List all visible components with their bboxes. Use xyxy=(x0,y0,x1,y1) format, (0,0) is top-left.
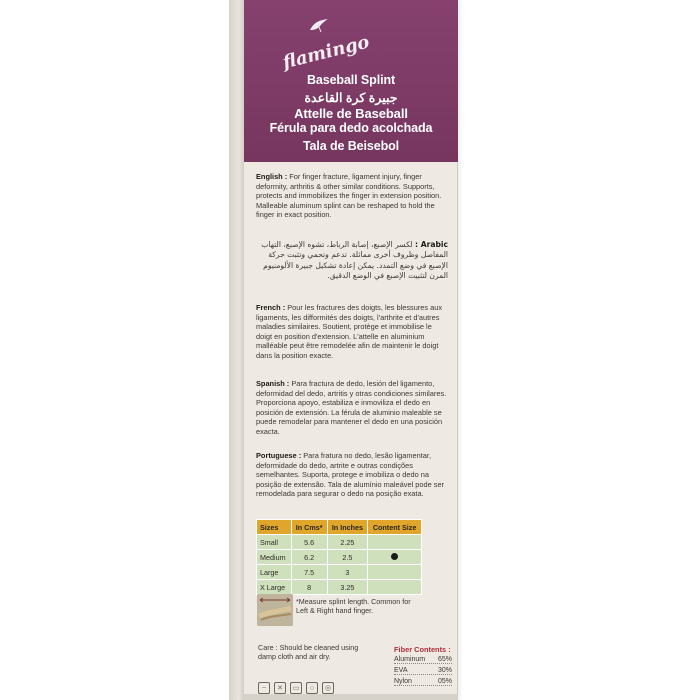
description-text-portuguese: Para fratura no dedo, lesão ligamentar, deformidade do dedo, artrite e outras condições semelhantes. Suporta, protege e imobiliza o dedo na posição de extensão. Tala de alumínio maleável pode ser remodelada para segurar o dedo na posição exata. xyxy=(256,451,445,499)
content-size-cell xyxy=(368,580,422,595)
lang-label-arabic: Arabic : xyxy=(415,240,448,249)
title-english: Baseball Splint xyxy=(306,73,396,87)
description-text-arabic: لكسر الإصبع، إصابة الرباط، تشوه الإصبع، التهاب المفاصل وظروف أخرى مماثلة. تدعم وتحمي وتثبت حركة الإصبع في وضع التمدد. يمكن إعادة تشكيل جبيرة الألومنيوم المرن لتثبيت الإصبع في الوضع الدقيق. xyxy=(261,240,448,281)
content-size-cell xyxy=(368,565,422,580)
fiber-item xyxy=(394,656,452,664)
size-inches: 3 xyxy=(327,565,368,580)
description-arabic xyxy=(256,240,448,282)
fiber-percent: 30% xyxy=(437,667,452,674)
care-instructions: Care : Should be cleaned using damp cloth and air dry. xyxy=(258,643,359,662)
title-portuguese: Tala de Beisebol xyxy=(302,139,400,153)
description-text-spanish: Para fractura de dedo, lesión del ligamento, deformidad del dedo, artritis y otras condiciones similares. Proporciona apoyo, estabiliza e inmoviliza el dedo en posición de extensión. La férula de aluminio maleable se puede remodelar para mantener el dedo en una posición exacta. xyxy=(256,379,447,436)
description-text-english: For finger fracture, ligament injury, finger deformity, arthritis & other similar conditions. Supports, protects and immobilizes the finger in extension position. Malleable aluminum splint can be reshaped to hold the finger in exact position. xyxy=(256,172,442,220)
fiber-name: EVA xyxy=(394,667,408,674)
size-inches: 2.5 xyxy=(327,550,368,565)
fiber-item xyxy=(394,667,452,675)
size-name: Medium xyxy=(257,550,292,565)
lang-label-french: French : xyxy=(256,303,286,312)
table-row xyxy=(257,550,422,565)
brand-name: flamingo xyxy=(280,31,372,74)
header-sizes: Sizes xyxy=(257,520,292,535)
fiber-name: Nylon xyxy=(394,678,412,685)
description-portuguese xyxy=(256,451,448,499)
lang-label-english: English : xyxy=(256,172,288,181)
size-cms: 8 xyxy=(291,580,327,595)
fiber-percent: 05% xyxy=(437,678,452,685)
title-french: Attelle de Baseball xyxy=(294,106,408,121)
content-size-marker-icon xyxy=(391,553,398,560)
size-name: Small xyxy=(257,535,292,550)
size-table-header-row xyxy=(257,520,422,535)
table-row xyxy=(257,535,422,550)
fiber-contents-title: Fiber Contents : xyxy=(394,645,451,654)
box-bottom-edge xyxy=(244,694,458,700)
table-row xyxy=(257,580,422,595)
wash-icon: ~ xyxy=(258,682,270,694)
brand-logo xyxy=(268,12,372,74)
box-header xyxy=(244,0,458,162)
description-english xyxy=(256,172,448,220)
finger-splint-icon xyxy=(257,594,293,626)
lang-label-portuguese: Portuguese : xyxy=(256,451,302,460)
description-french xyxy=(256,303,448,361)
description-text-french: Pour les fractures des doigts, les blessures aux ligaments, les difformités des doigts, l'arthrite et d'autres maladies similaires. Soutient, protège et immobilise le doigt en position d'extension. L'attelle en aluminium malléable peut être remodelée afin de maintenir le doigt dans la position exacte. xyxy=(256,303,443,360)
fiber-percent: 65% xyxy=(437,656,452,663)
description-spanish xyxy=(256,379,448,437)
header-inches: In Inches xyxy=(327,520,368,535)
no-iron-icon: ▭ xyxy=(290,682,302,694)
box-side-panel xyxy=(229,0,245,700)
measure-note: *Measure splint length. Common for Left & Right hand finger. xyxy=(296,597,411,616)
measure-splint-image xyxy=(257,594,293,626)
fiber-name: Aluminum xyxy=(394,656,426,663)
size-cms: 7.5 xyxy=(291,565,327,580)
size-name: Large xyxy=(257,565,292,580)
header-content-size: Content Size xyxy=(368,520,422,535)
size-table xyxy=(256,519,422,595)
product-box xyxy=(244,0,458,700)
size-inches: 3.25 xyxy=(327,580,368,595)
no-dryclean-icon: ○ xyxy=(306,682,318,694)
no-tumble-dry-icon: ◎ xyxy=(322,682,334,694)
fiber-item xyxy=(394,678,452,686)
table-row xyxy=(257,565,422,580)
lang-label-spanish: Spanish : xyxy=(256,379,290,388)
header-cms: In Cms* xyxy=(291,520,327,535)
content-size-cell xyxy=(368,550,422,565)
content-size-cell xyxy=(368,535,422,550)
no-bleach-icon: ✕ xyxy=(274,682,286,694)
flamingo-bird-icon xyxy=(308,18,330,34)
size-name: X Large xyxy=(257,580,292,595)
title-spanish: Férula para dedo acolchada xyxy=(269,121,433,135)
size-cms: 6.2 xyxy=(291,550,327,565)
title-arabic: جبيرة كرة القاعدة xyxy=(304,91,398,105)
size-inches: 2.25 xyxy=(327,535,368,550)
size-cms: 5.6 xyxy=(291,535,327,550)
